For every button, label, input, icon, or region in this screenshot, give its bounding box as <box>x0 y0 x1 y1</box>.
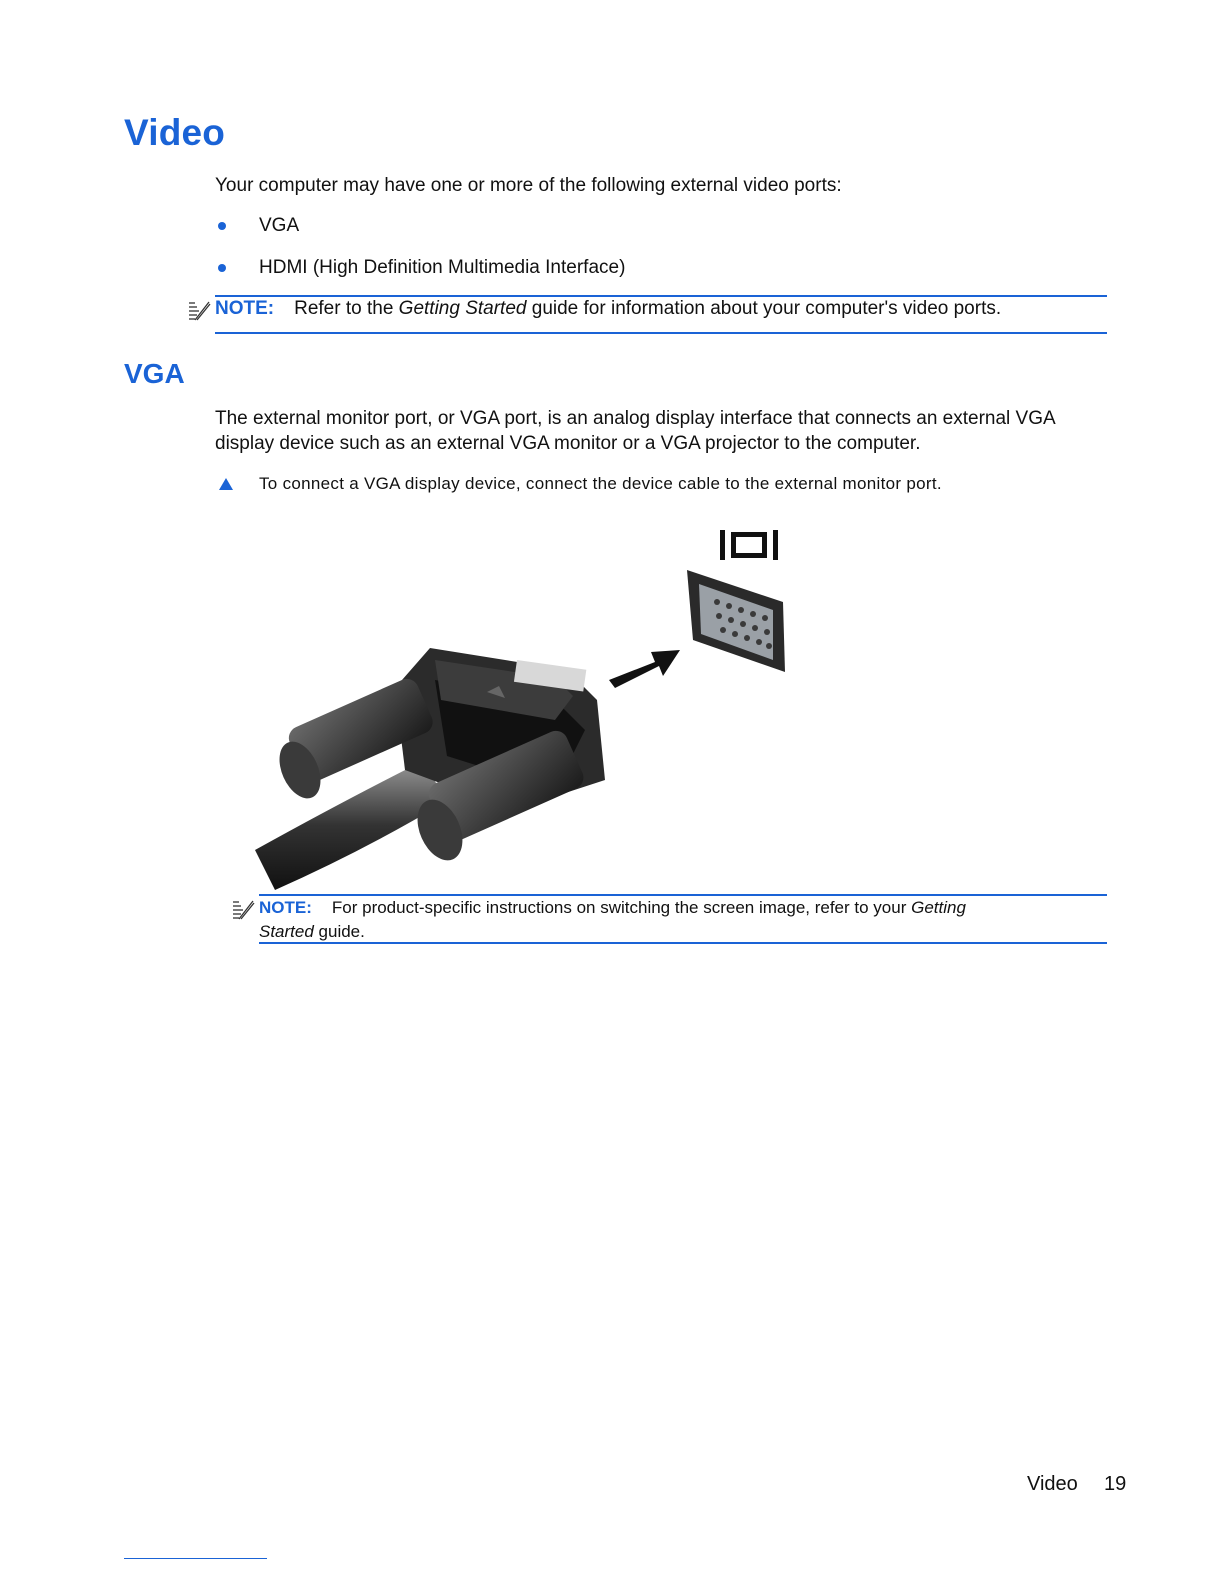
insert-arrow-icon <box>609 650 680 688</box>
page-title: Video <box>124 112 226 153</box>
section-title-vga: VGA <box>124 358 185 389</box>
note-icon <box>186 298 212 322</box>
note2-text-pre: For product-specific instructions on switching the screen image, refer to your <box>331 898 912 917</box>
note2-bottom-rule <box>259 942 1107 944</box>
step-triangle-icon <box>219 478 233 490</box>
note2-italic-getting: Getting <box>911 898 966 917</box>
list-item-vga: VGA <box>259 215 300 236</box>
footer-rule <box>124 1558 267 1559</box>
note-text <box>215 296 1001 321</box>
monitor-port-symbol-icon <box>720 530 778 560</box>
vga-cable <box>255 760 445 890</box>
note2-text-post: guide. <box>313 922 365 941</box>
footer-section: Video <box>1027 1473 1078 1495</box>
note2-icon <box>230 897 256 921</box>
step-text: To connect a VGA display device, connect the device cable to the external monitor port. <box>259 474 942 493</box>
note2-label: NOTE: <box>259 898 312 917</box>
vga-description-line1: The external monitor port, or VGA port, is an analog display interface that connects an external VGA <box>215 408 1056 429</box>
note2-text <box>259 896 1107 944</box>
note-text-post: guide for information about your computer's video ports. <box>526 298 1002 319</box>
vga-connection-illustration <box>255 520 815 890</box>
note2-italic-started: Started <box>259 922 314 941</box>
page-number: 19 <box>1104 1473 1127 1495</box>
note-bottom-rule <box>215 332 1107 334</box>
vga-port-icon <box>687 570 785 672</box>
note-label: NOTE: <box>215 298 275 319</box>
vga-description-line2: display device such as an external VGA monitor or a VGA projector to the computer. <box>215 433 921 454</box>
bullet-icon <box>218 222 226 230</box>
note-link-guide: Getting Started <box>398 298 527 319</box>
note-text-pre: Refer to the <box>294 298 399 319</box>
bullet-icon <box>218 264 226 272</box>
intro-text: Your computer may have one or more of the following external video ports: <box>215 175 842 196</box>
list-item-hdmi: HDMI (High Definition Multimedia Interface) <box>259 257 626 278</box>
